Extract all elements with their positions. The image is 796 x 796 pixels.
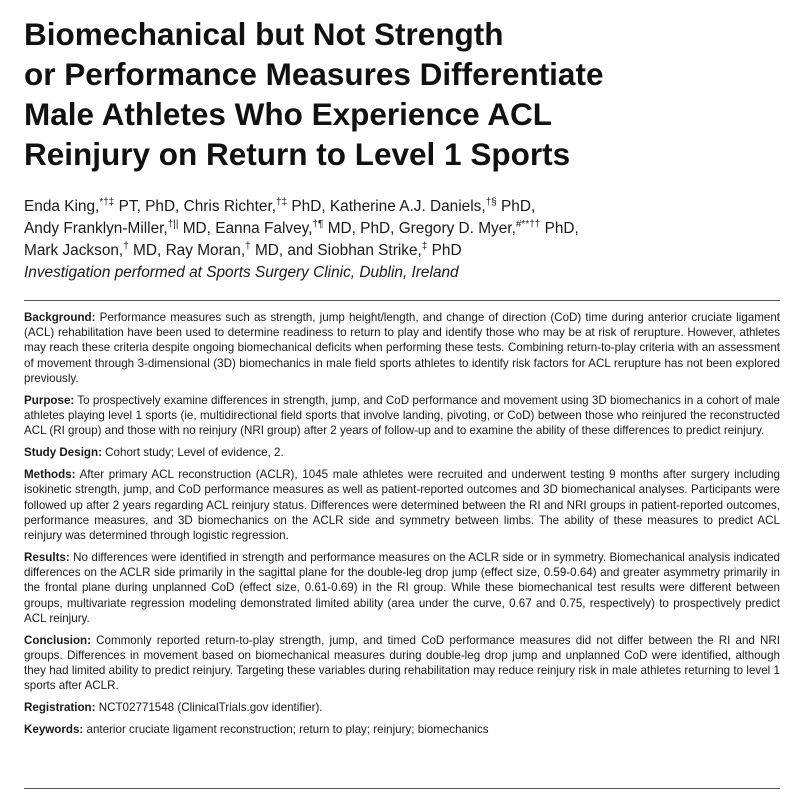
author-affiliation-marks: †§ — [485, 197, 497, 208]
author-affiliation-marks: #**†† — [515, 219, 541, 230]
author-name: Mark Jackson, — [24, 242, 124, 259]
abstract-study-design — [24, 445, 780, 460]
section-label: Methods: — [24, 468, 76, 482]
section-label: Registration: — [24, 701, 96, 715]
section-label: Purpose: — [24, 393, 75, 407]
author-name: Siobhan Strike, — [317, 242, 422, 259]
abstract-results — [24, 550, 780, 626]
abstract-background — [24, 310, 780, 386]
section-text: To prospectively examine differences in strength, jump, and CoD performance and movement using 3D biomechanics in a cohort of male athletes playing level 1 sports (ie, multidirectional field sports that involve landing, pivoting, or CoD) between those who reinjured the reconstructed ACL (RI group) and those with no reinjury (NRI group) after 2 years of follow-up and to examine the ability of these differences to predict reinjury. — [24, 393, 780, 438]
section-text: After primary ACL reconstruction (ACLR), 1045 male athletes were recruited and underwent testing 9 months after surgery including isokinetic strength, jump, and CoD performance measures as well as patient-reported outcomes and 3D biomechanical analyses. Participants were followed up after 2 years regarding ACL reinjury status. Differences were determined between the RI and NRI groups in patient-reported outcomes, performance measures, and 3D biomechanics on the ACLR side and symmetry between limbs. The ability of these measures to predict ACL reinjury was determined through logistic regression. — [24, 468, 780, 543]
author-affiliation-marks: †¶ — [312, 219, 324, 230]
author-affiliation-marks: *†‡ — [99, 197, 115, 208]
author-degree: PT, PhD, — [114, 198, 180, 215]
section-text: anterior cruciate ligament reconstruction; return to play; reinjury; biomechanics — [83, 723, 489, 737]
section-text: NCT02771548 (ClinicalTrials.gov identifier). — [95, 701, 323, 715]
section-label: Keywords: — [24, 723, 84, 737]
author-degree: MD, — [128, 242, 162, 259]
section-label: Study Design: — [24, 446, 102, 460]
author-affiliation-marks: ‡ — [421, 241, 428, 252]
abstract-conclusion — [24, 633, 780, 694]
author-name: Chris Richter, — [183, 198, 276, 215]
author-degree: PhD, — [287, 198, 326, 215]
abstract-top-divider — [24, 300, 780, 301]
author-affiliation-marks: †‡ — [276, 197, 288, 208]
author-name: Katherine A.J. Daniels, — [329, 198, 486, 215]
section-text: No differences were identified in strength and performance measures on the ACLR side or in symmetry. Biomechanical analysis indicated differences on the ACLR side primarily in the sagittal plane for the double-leg drop jump (effect size, 0.59-0.64) and greater asymmetry primarily in the frontal plane during unplanned CoD (effect size, 0.61-0.69) in the RI group. While these biomechanical test results were different between groups, multivariate regression modeling demonstrated limited ability (area under the curve, 0.67 and 0.75, respectively) to prospectively predict ACL reinjury. — [24, 551, 780, 625]
author-name: Gregory D. Myer, — [398, 220, 516, 237]
author-line — [24, 196, 784, 218]
abstract-purpose — [24, 393, 780, 439]
author-degree: MD, PhD, — [323, 220, 395, 237]
author-affiliation-marks: † — [245, 241, 251, 252]
author-degree: PhD, — [496, 198, 536, 215]
title-line: or Performance Measures Differentiate — [24, 56, 604, 92]
abstract-bottom-divider — [24, 788, 780, 789]
abstract-keywords — [24, 722, 780, 737]
abstract-registration — [24, 700, 780, 715]
title-line: Biomechanical but Not Strength — [24, 16, 504, 52]
author-name: Ray Moran, — [165, 242, 246, 259]
author-affiliation-marks: †|| — [167, 219, 179, 230]
author-name: Andy Franklyn-Miller, — [24, 220, 168, 237]
section-text: Performance measures such as strength, jump height/length, and change of direction (CoD) time during anterior cruciate ligament (ACL) rehabilitation have been used to determine readiness to return to play and identify those who may be at risk of rerupture. However, athletes may reach these criteria despite ongoing biomechanical deficits when performing these tests. Combining return-to-play criteria with an assessment of movement through 3-dimensional (3D) biomechanics in male field sports athletes to identify risk factors for ACL rerupture has not been explored previously. — [24, 311, 780, 385]
author-degree: PhD, — [540, 220, 579, 237]
section-label: Results: — [24, 551, 70, 565]
author-degree: MD, and — [250, 242, 314, 259]
author-line — [24, 218, 784, 240]
study-affiliation: Investigation performed at Sports Surgery Clinic, Dublin, Ireland — [24, 264, 459, 281]
section-text: Commonly reported return-to-play strength, jump, and timed CoD performance measures did not differ between the RI and NRI groups. Differences in movement based on biomechanical measures during double-leg drop jump and unplanned CoD were identified, although they had limited ability to predict reinjury. Targeting these variables during rehabilitation may reduce reinjury risk in male athletes returning to level 1 sports after ACLR. — [24, 633, 780, 693]
author-line — [24, 240, 784, 262]
author-affiliation-marks: † — [123, 241, 129, 252]
section-label: Background: — [24, 311, 96, 324]
abstract-methods — [24, 467, 780, 543]
title-line: Reinjury on Return to Level 1 Sports — [24, 136, 571, 172]
author-block — [24, 196, 784, 284]
author-degree: PhD — [427, 242, 462, 259]
title-line: Male Athletes Who Experience ACL — [24, 96, 553, 132]
section-text: Cohort study; Level of evidence, 2. — [101, 446, 284, 460]
abstract — [24, 310, 780, 744]
section-label: Conclusion: — [24, 633, 91, 647]
author-name: Eanna Falvey, — [215, 220, 313, 237]
article-title — [24, 14, 764, 174]
author-degree: MD, — [178, 220, 211, 237]
author-name: Enda King, — [24, 198, 100, 215]
